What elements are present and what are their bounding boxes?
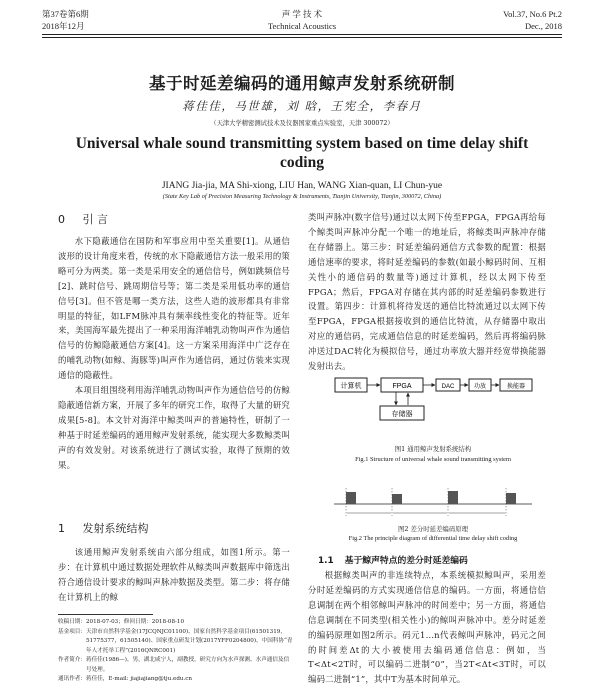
journal-cn: 声 学 技 术 xyxy=(281,9,323,19)
title-cn: 基于时延差编码的通用鲸声发射系统研制 xyxy=(149,74,455,93)
header-center xyxy=(42,8,562,32)
title-en: Universal whale sound transmitting system based on time delay shift coding xyxy=(75,135,529,171)
section-1-heading xyxy=(58,520,149,536)
dac-label: DAC xyxy=(441,384,455,390)
code-pulse-1 xyxy=(346,492,356,504)
system-steps-paragraph: 类叫声脉冲(数字信号)通过以太网下传至FPGA，FPGA再给每个鲸类叫声脉冲分配一个唯一的地址后，将鲸类叫声脉冲存储在存储器上。第三步：时延差编码通信方式参数的配置：根据通信速率的要求，将时延差编码的参数(如最小鲸码时间、互相关性小的通信码的数量等)通过计算机，经以太网下传至FPGA；然后，FPGA对存储在其内部的时延差编码参数进行设置。第四步：计算机将待发送的通信比特流通过以太网下传至FPGA，FPGA根据接收到的通信比特流，从存储器中取出对应的通信码，完成通信信息的时延差编码，然后再将编码脉冲送过DAC转化为模拟信号，通过功率放大器并经宽带换能器发射出去。 xyxy=(308,212,546,372)
authors-en: JIANG Jia-jia, MA Shi-xiong, LIU Han, WANG Xian-quan, LI Chun-yue xyxy=(161,181,443,191)
subsection-body xyxy=(308,568,546,687)
author-value: 蒋佳佳(1986—)，男，湖北咸宁人，副教授，研究方向为水声探测、水声通信及信号处理。 xyxy=(85,657,290,673)
section-1-paragraph: 该通用鲸声发射系统由六部分组成，如图1所示。第一步：在计算机中通过数据处理软件从鲸类叫声数据库中筛选出符合通信设计要求的鲸叫声脉冲数据及类型。第二步：将存储在计算机上的鲸 xyxy=(58,547,290,602)
section-1-title: 发射系统结构 xyxy=(82,522,149,535)
footnote-block xyxy=(58,618,294,685)
subsection-1-1-heading xyxy=(318,553,468,566)
affiliation-cn: （天津大学精密测试技术及仪器国家重点实验室，天津 300072） xyxy=(210,120,394,127)
subsection-number: 1.1 xyxy=(318,556,334,566)
section-1-body xyxy=(58,545,290,605)
received-value: 2018-07-03；修回日期：2018-08-10 xyxy=(85,619,185,625)
footnote-fund xyxy=(58,628,294,657)
section-0-title: 引 言 xyxy=(82,213,108,226)
figure-1-caption-en: Fig.1 Structure of universal whale sound transmitting system xyxy=(355,456,511,463)
figure-2-caption-en: Fig.2 The principle diagram of differential time delay shift coding xyxy=(348,535,518,542)
date-en: Dec., 2018 xyxy=(524,21,562,31)
footnote-contact xyxy=(58,675,294,685)
volume-cn: 第37卷第6期 xyxy=(42,9,89,19)
footnote-author xyxy=(58,656,294,675)
subsection-paragraph: 根据鲸类叫声的非连续特点，本系统模拟鲸叫声，采用差分时延差编码的方式实现通信信息的编码。一方面，将通信信息调制在两个相邻鲸叫声脉冲的时间差中；另一方面，将通信信息调制在不同类型(相关性小)的鲸叫声脉冲中。差分时延差的编码原理如图2所示。码元1…n代表鲸叫声脉冲，码元之间的时间差Δt的大小被使用去编码通信信息：例如，当T<Δt<2T时，可以编码二进制“0”，当2T<Δt<3T时，可以编码二进制“1”，其中T为基本时间单元。 xyxy=(308,570,546,685)
header-rule-thick xyxy=(42,34,562,35)
code-pulse-3 xyxy=(448,491,458,504)
figure-1-diagram xyxy=(334,374,534,438)
fpga-label: FPGA xyxy=(392,383,412,390)
footnote-received xyxy=(58,618,294,628)
running-header xyxy=(42,8,562,34)
transducer-label: 换能器 xyxy=(506,383,526,390)
authors-cn: 蒋佳佳，马世雄，刘 晗，王宪全，李春月 xyxy=(182,99,422,113)
amplifier-label: 功放 xyxy=(473,383,487,390)
subsection-title: 基于鲸声特点的差分时延差编码 xyxy=(344,556,468,566)
contact-value: 蒋佳佳，E-mail: jiajiajiang@tju.edu.cn xyxy=(85,676,193,682)
fund-label: 基金项目： xyxy=(58,628,86,635)
memory-label: 存储器 xyxy=(391,410,413,418)
footnote-rule xyxy=(58,614,153,615)
section-0-number: 0 xyxy=(58,213,65,226)
fund-value: 天津市自然科学基金(17JCQNJC01100)、国家自然科学基金项目(61501319，51775377，61505140)、国家重点研发计划(2017YFF0204800)、中国科协“青年人才托举工程”(2016QNRC001) xyxy=(85,628,293,654)
figure-1-caption-cn: 图1 通用鲸声发射系统结构 xyxy=(394,445,472,453)
affiliation-en: (State Key Lab of Precision Measuring Technology & Instruments, Tianjin University, Tianjin, 300072, China) xyxy=(162,193,442,200)
code-pulse-2 xyxy=(392,494,402,504)
received-label: 收稿日期： xyxy=(58,619,86,625)
volume-en: Vol.37, No.6 Pt.2 xyxy=(503,9,562,19)
right-column-top xyxy=(308,210,546,374)
section-1-number: 1 xyxy=(58,522,65,535)
intro-paragraph-2: 本项目组围绕利用海洋哺乳动物叫声作为通信信号的仿鲸隐蔽通信新方案，开展了多年的研究工作，取得了大量的研究成果[5-8]。本文针对海洋中鲸类叫声的普遍特性，研制了一种基于时延差编码的通用鲸声发射系统，能实现大多数鲸类叫声的有效发射。对该系统进行了测试实验，取得了预期的效果。 xyxy=(58,385,290,470)
header-rule-thin xyxy=(42,37,562,38)
left-column xyxy=(58,234,290,473)
contact-label: 通讯作者： xyxy=(58,676,86,682)
section-0-heading xyxy=(58,211,108,227)
journal-en: Technical Acoustics xyxy=(267,21,337,31)
figure-2-diagram xyxy=(330,482,536,522)
code-pulse-n xyxy=(506,493,516,504)
header-right xyxy=(503,8,562,32)
figure-2-caption-cn: 图2 差分时延差编码原理 xyxy=(397,525,468,533)
intro-paragraph-1: 水下隐蔽通信在国防和军事应用中至关重要[1]。从通信波形的设计角度来看，传统的水下隐蔽通信方法一般采用的策略可分为两类。第一类是采用安全的通信信号，例如跳频信号[2]、跳时信号、跳周期信号等；第二类是采用低功率的通信信号[3]。但不管是哪一类方法，这些人造的波形都具有非常明显的特征，如LFM脉冲具有频率线性变化的特征等。近年来，美国海军最先提出了一种采用海洋哺乳动物叫声作为通信信号的仿鲸隐蔽通信方案[4]。这一方案采用海洋中广泛存在的哺乳动物(如鲸、海豚等)叫声作为通信码，通过仿装来实现通信的隐蔽性。 xyxy=(58,236,290,381)
author-label: 作者简介： xyxy=(58,657,86,663)
date-cn: 2018年12月 xyxy=(42,21,85,31)
computer-label: 计算机 xyxy=(340,382,362,390)
